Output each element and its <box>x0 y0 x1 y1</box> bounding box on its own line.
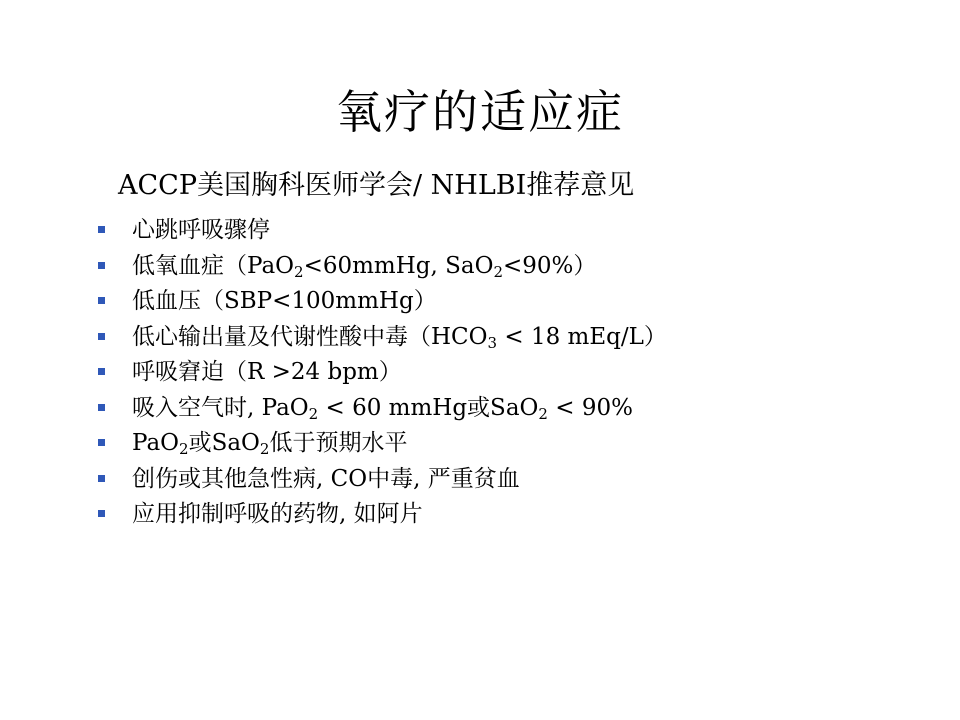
bullet-text <box>132 426 407 462</box>
bullet-text-segment: < 60 mmHg或SaO <box>318 394 539 421</box>
bullet-square-icon <box>98 368 105 375</box>
bullet-text <box>132 391 633 427</box>
bullet-text <box>132 284 437 320</box>
bullet-subscript: 2 <box>179 440 189 458</box>
bullet-subscript: 3 <box>487 333 498 352</box>
bullet-text-segment: 低氧血症（PaO <box>132 252 295 279</box>
bullet-text <box>132 213 270 249</box>
bullet-square-icon <box>98 262 105 269</box>
bullet-square-icon <box>98 439 105 446</box>
bullet-text-segment: 低心输出量及代谢性酸中毒（HCO <box>132 323 488 350</box>
bullet-subscript: 2 <box>493 262 503 281</box>
bullet-text <box>132 355 402 391</box>
bullet-subscript: 2 <box>538 404 548 423</box>
bullet-subscript: 2 <box>259 440 270 458</box>
bullet-square-icon <box>98 333 105 340</box>
slide-title: 氧疗的适应症 <box>336 85 624 139</box>
bullet-subscript: 2 <box>294 262 304 281</box>
bullet-text-segment: < 90% <box>547 394 633 421</box>
bullet-text <box>132 497 423 533</box>
bullet-text-segment: 低于预期水平 <box>269 430 408 456</box>
slide-subtitle: ACCP美国胸科医师学会/ NHLBI推荐意见 <box>118 170 635 201</box>
bullet-text-segment: <60mmHg, SaO <box>303 252 494 279</box>
bullet-text-segment: <90%） <box>503 252 597 279</box>
bullet-text <box>132 320 667 356</box>
bullet-square-icon <box>98 404 105 411</box>
bullet-text <box>132 249 596 285</box>
bullet-subscript: 2 <box>308 404 319 423</box>
bullet-text-segment: PaO <box>132 430 180 456</box>
bullet-text-segment: 低血压（SBP<100mmHg） <box>132 288 437 314</box>
bullet-text <box>132 462 520 498</box>
bullet-text-segment: 或SaO <box>188 430 260 456</box>
bullet-square-icon <box>98 297 105 304</box>
bullet-text-segment: 吸入空气时, PaO <box>132 394 309 421</box>
bullet-square-icon <box>98 510 105 517</box>
bullet-square-icon <box>98 226 105 233</box>
bullet-text-segment: 应用抑制呼吸的药物, 如阿片 <box>132 501 423 527</box>
bullet-text-segment: 呼吸窘迫（R >24 bpm） <box>132 359 402 385</box>
bullet-text-segment: < 18 mEq/L） <box>497 323 667 350</box>
bullet-text-segment: 心跳呼吸骤停 <box>132 217 270 243</box>
bullet-text-segment: 创伤或其他急性病, CO中毒, 严重贫血 <box>132 465 520 492</box>
bullet-square-icon <box>98 475 105 482</box>
